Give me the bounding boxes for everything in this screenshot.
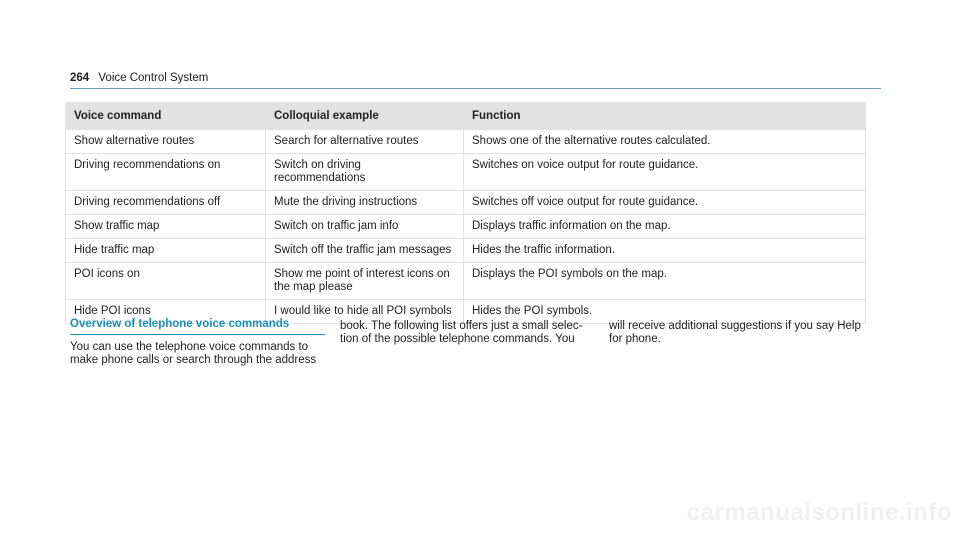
page-header-title: Voice Control System	[98, 72, 209, 84]
function-cell: Hides the traffic information.	[464, 239, 866, 263]
colloquial-example-cell: Mute the driving instructions	[266, 191, 464, 215]
page-header	[70, 72, 208, 84]
voice-command-cell: Driving recommendations on	[66, 154, 266, 191]
column-header-colloquial-example: Colloquial example	[266, 103, 464, 130]
colloquial-example-cell: Switch on traffic jam info	[266, 215, 464, 239]
table-row	[66, 130, 866, 154]
table-row	[66, 191, 866, 215]
section-heading: Overview of telephone voice commands	[70, 318, 325, 335]
voice-command-cell: Hide traffic map	[66, 239, 266, 263]
column-header-voice-command: Voice command	[66, 103, 266, 130]
voice-command-cell: Driving recommendations off	[66, 191, 266, 215]
function-cell: Shows one of the alternative routes calculated.	[464, 130, 866, 154]
table-row	[66, 215, 866, 239]
voice-command-cell: Hide POI icons	[66, 300, 266, 324]
colloquial-example-cell: Switch off the traffic jam messages	[266, 239, 464, 263]
body-text-column-3: will receive additional suggestions if you say Help for phone.	[609, 320, 861, 345]
body-text-column-2: book. The following list offers just a small selec-tion of the possible telephone commands. You	[340, 320, 583, 345]
colloquial-example-cell: Search for alternative routes	[266, 130, 464, 154]
voice-command-cell: Show traffic map	[66, 215, 266, 239]
voice-command-table	[65, 102, 866, 324]
watermark: carmanualsonline.info	[686, 499, 952, 526]
function-cell: Hides the POI symbols.	[464, 300, 866, 324]
colloquial-example-cell: Show me point of interest icons on the map please	[266, 263, 464, 300]
function-cell: Switches off voice output for route guidance.	[464, 191, 866, 215]
function-cell: Switches on voice output for route guidance.	[464, 154, 866, 191]
voice-command-cell: Show alternative routes	[66, 130, 266, 154]
colloquial-example-cell: I would like to hide all POI symbols	[266, 300, 464, 324]
page-number: 264	[70, 72, 90, 84]
voice-command-cell: POI icons on	[66, 263, 266, 300]
table-row	[66, 263, 866, 300]
table-header-row	[66, 103, 866, 130]
colloquial-example-cell: Switch on driving recommendations	[266, 154, 464, 191]
body-text-column-1: You can use the telephone voice commands to make phone calls or search through the address	[70, 341, 317, 366]
column-header-function: Function	[464, 103, 866, 130]
function-cell: Displays traffic information on the map.	[464, 215, 866, 239]
table-row	[66, 154, 866, 191]
function-cell: Displays the POI symbols on the map.	[464, 263, 866, 300]
header-divider	[70, 88, 881, 89]
table-row	[66, 239, 866, 263]
